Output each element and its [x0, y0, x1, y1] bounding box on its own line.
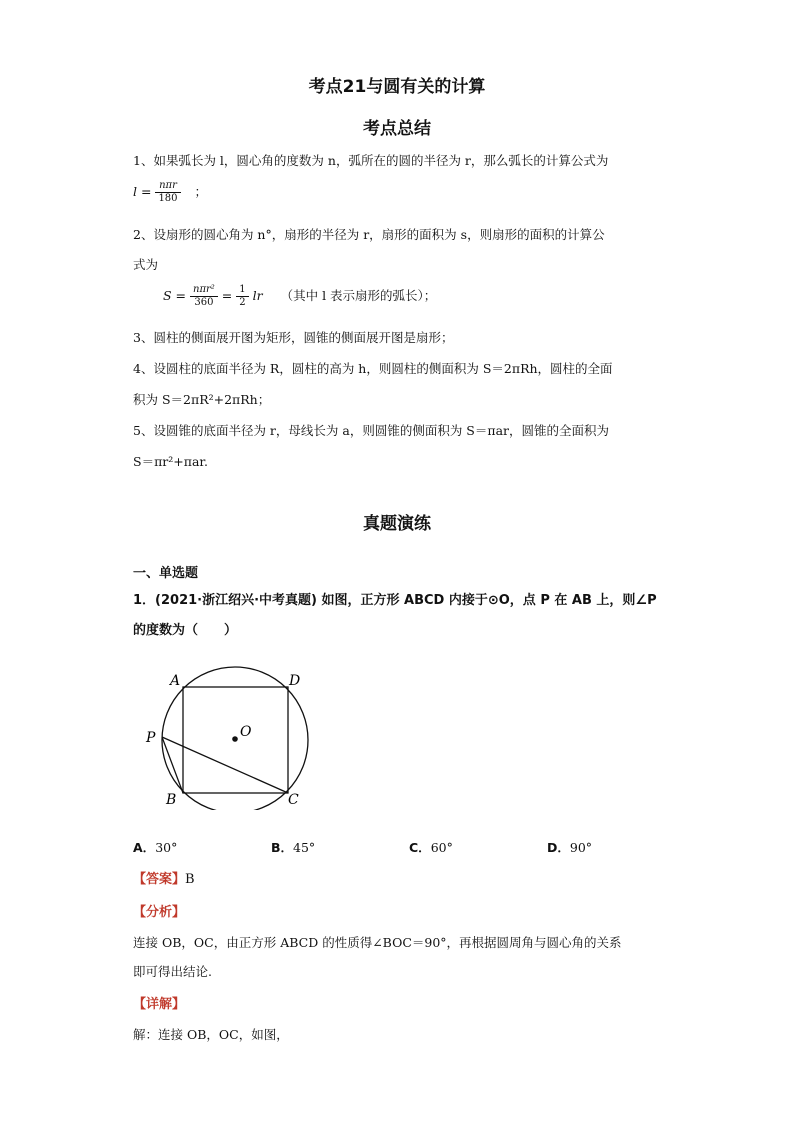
- label-d: D: [289, 673, 301, 689]
- question-type: 一、单选题: [133, 566, 199, 581]
- summary-p2-line1: 2、设扇形的圆心角为 n°，扇形的半径为 r，扇形的面积为 s，则扇形的面积的计算公: [133, 227, 605, 242]
- detail-tag-text: 【详解】: [133, 997, 186, 1012]
- option-c-letter: C．: [409, 840, 431, 855]
- option-d-value: 90°: [569, 840, 593, 855]
- analysis-tag: [133, 901, 185, 920]
- analysis-line2: 即可得出结论.: [133, 964, 212, 979]
- option-c-value: 60°: [430, 840, 453, 855]
- center-point: [232, 736, 238, 742]
- formula-fraction: [155, 180, 180, 205]
- summary-p4-line1: 4、设圆柱的底面半径为 R，圆柱的高为 h，则圆柱的侧面积为 S＝2πRh，圆柱的全面: [133, 361, 613, 376]
- detail-tag: [133, 993, 185, 1012]
- label-a: A: [170, 673, 181, 689]
- formula-denominator-1: 360: [194, 297, 214, 308]
- summary-p1-line1: 1、如果弧长为 l，圆心角的度数为 n，弧所在的圆的半径为 r，那么弧长的计算公式为: [133, 153, 609, 168]
- formula-fraction-2: [236, 284, 248, 309]
- detail-line1: 解：连接 OB，OC，如图，: [133, 1027, 289, 1042]
- label-b: B: [166, 792, 177, 808]
- formula-fraction-1: [190, 284, 218, 309]
- option-d-letter: D．: [547, 840, 570, 855]
- formula-lhs: S =: [163, 288, 187, 303]
- summary-p3: 3、圆柱的侧面展开图为矩形，圆锥的侧面展开图是扇形；: [133, 330, 454, 345]
- answer-tag: 【答案】: [133, 872, 186, 887]
- question-line2: 的度数为（ ）: [133, 623, 238, 638]
- option-b-value: 45°: [293, 840, 316, 855]
- segment-pc: [162, 737, 288, 793]
- label-c: C: [288, 792, 299, 808]
- option-d[interactable]: [547, 838, 592, 856]
- option-a-value: 30°: [155, 840, 178, 855]
- analysis-tag-text: 【分析】: [133, 905, 186, 920]
- summary-p5-line2: S＝πr²+πar.: [133, 454, 208, 469]
- option-a[interactable]: [133, 838, 177, 856]
- formula-denominator: 180: [158, 193, 178, 204]
- formula-note: （其中 l 表示扇形的弧长）；: [280, 288, 437, 303]
- option-b-letter: B．: [271, 840, 294, 855]
- label-o: O: [240, 724, 252, 740]
- formula-tail: ；: [194, 184, 208, 199]
- summary-p2-line2: 式为: [133, 257, 159, 272]
- section-title-summary: 考点总结: [363, 119, 431, 139]
- formula-tail: lr: [252, 288, 263, 303]
- sector-area-formula: [163, 284, 436, 309]
- page-title: 考点21与圆有关的计算: [308, 77, 486, 97]
- question-line1: 1．(2021·浙江绍兴·中考真题) 如图，正方形 ABCD 内接于⊙O，点 P 在 AB 上，则∠P: [133, 593, 657, 608]
- analysis-line1: 连接 OB，OC，由正方形 ABCD 的性质得∠BOC＝90°，再根据圆周角与圆心角的关系: [133, 935, 622, 950]
- option-c[interactable]: [409, 838, 453, 856]
- circle-square-figure: [140, 660, 340, 810]
- formula-numerator: nπr: [155, 180, 180, 193]
- summary-p4-line2: 积为 S＝2πR²+2πRh；: [133, 392, 271, 407]
- formula-numerator-2: 1: [236, 284, 248, 297]
- formula-lhs: l =: [133, 184, 152, 199]
- label-p: P: [146, 730, 156, 746]
- option-b[interactable]: [271, 838, 315, 856]
- formula-equals: =: [221, 288, 233, 303]
- summary-p5-line1: 5、设圆锥的底面半径为 r，母线长为 a，则圆锥的侧面积为 S＝πar，圆锥的全面积为: [133, 423, 610, 438]
- formula-numerator-1: nπr²: [190, 284, 218, 297]
- answer-row: [133, 868, 195, 887]
- answer-value: B: [185, 872, 195, 887]
- formula-denominator-2: 2: [239, 297, 246, 308]
- arc-length-formula: [133, 180, 207, 205]
- option-a-letter: A．: [133, 840, 156, 855]
- section-title-practice: 真题演练: [363, 514, 431, 534]
